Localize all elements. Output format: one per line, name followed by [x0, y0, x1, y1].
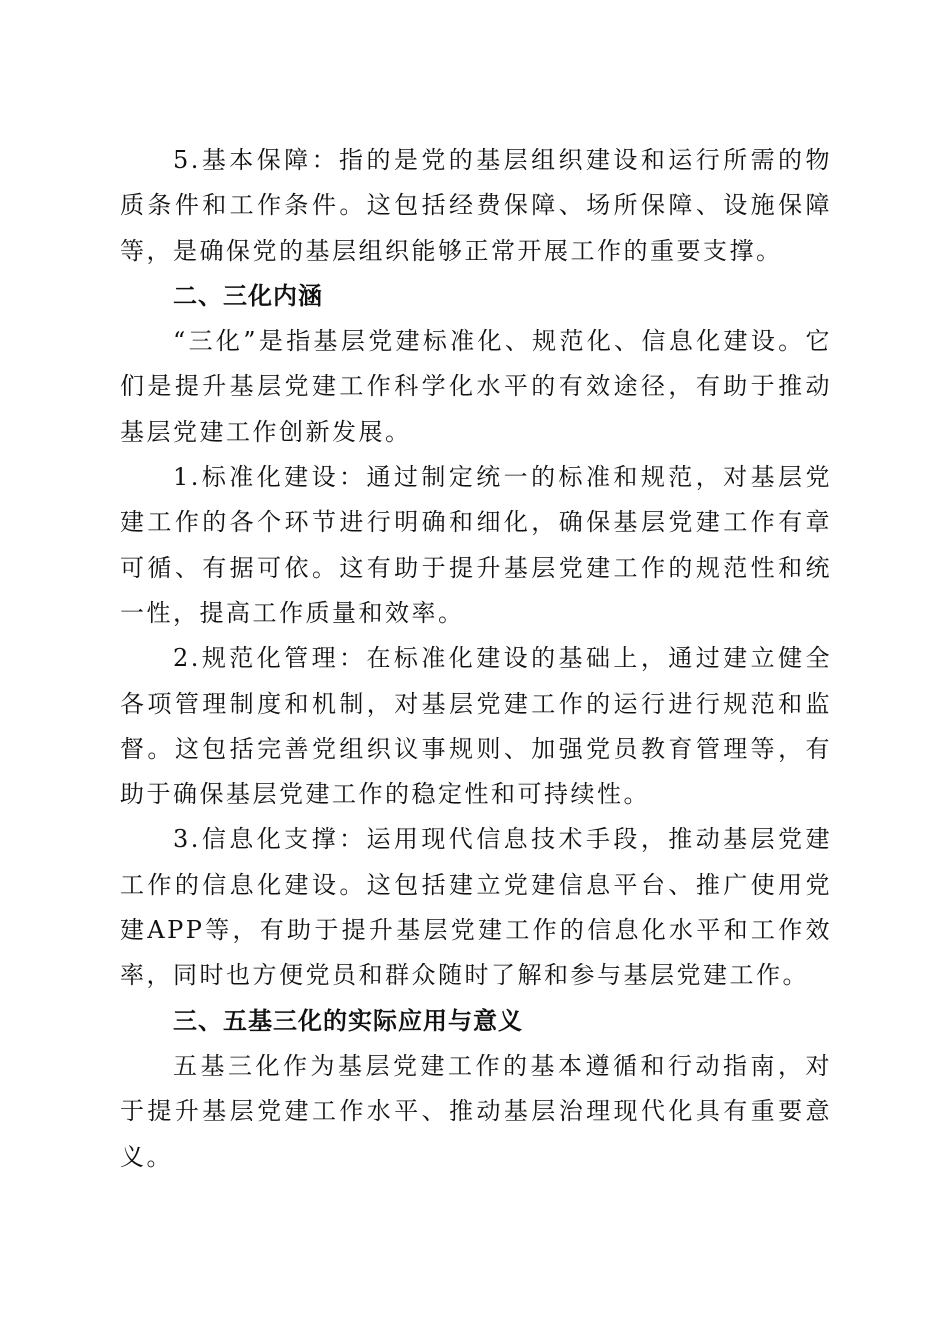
paragraph-informatization: 3.信息化支撑：运用现代信息技术手段，推动基层党建工作的信息化建设。这包括建立党建信息平台、推广使用党建APP等，有助于提升基层党建工作的信息化水平和工作效率，同时也方便党员和群众随时了解和参与基层党建工作。 — [120, 825, 832, 990]
paragraph-basic-guarantee: 5.基本保障：指的是党的基层组织建设和运行所需的物质条件和工作条件。这包括经费保障、场所保障、设施保障等，是确保党的基层组织能够正常开展工作的重要支撑。 — [120, 146, 832, 265]
paragraph-application-significance: 五基三化作为基层党建工作的基本遵循和行动指南，对于提升基层党建工作水平、推动基层治理现代化具有重要意义。 — [120, 1051, 832, 1171]
paragraph-three-modernizations-intro: “三化”是指基层党建标准化、规范化、信息化建设。它们是提升基层党建工作科学化水平的有效途径，有助于推动基层党建工作创新发展。 — [120, 327, 832, 446]
paragraph-standardization: 1.标准化建设：通过制定统一的标准和规范，对基层党建工作的各个环节进行明确和细化，确保基层党建工作有章可循、有据可依。这有助于提升基层党建工作的规范性和统一性，提高工作质量和效率。 — [120, 463, 832, 627]
section-heading-three-modernizations: 二、三化内涵 — [173, 281, 323, 310]
section-heading-application-significance: 三、五基三化的实际应用与意义 — [173, 1006, 523, 1035]
paragraph-normalization: 2.规范化管理：在标准化建设的基础上，通过建立健全各项管理制度和机制，对基层党建工作的运行进行规范和监督。这包括完善党组织议事规则、加强党员教育管理等，有助于确保基层党建工作的稳定性和可持续性。 — [120, 644, 832, 809]
document-body — [120, 138, 832, 1180]
